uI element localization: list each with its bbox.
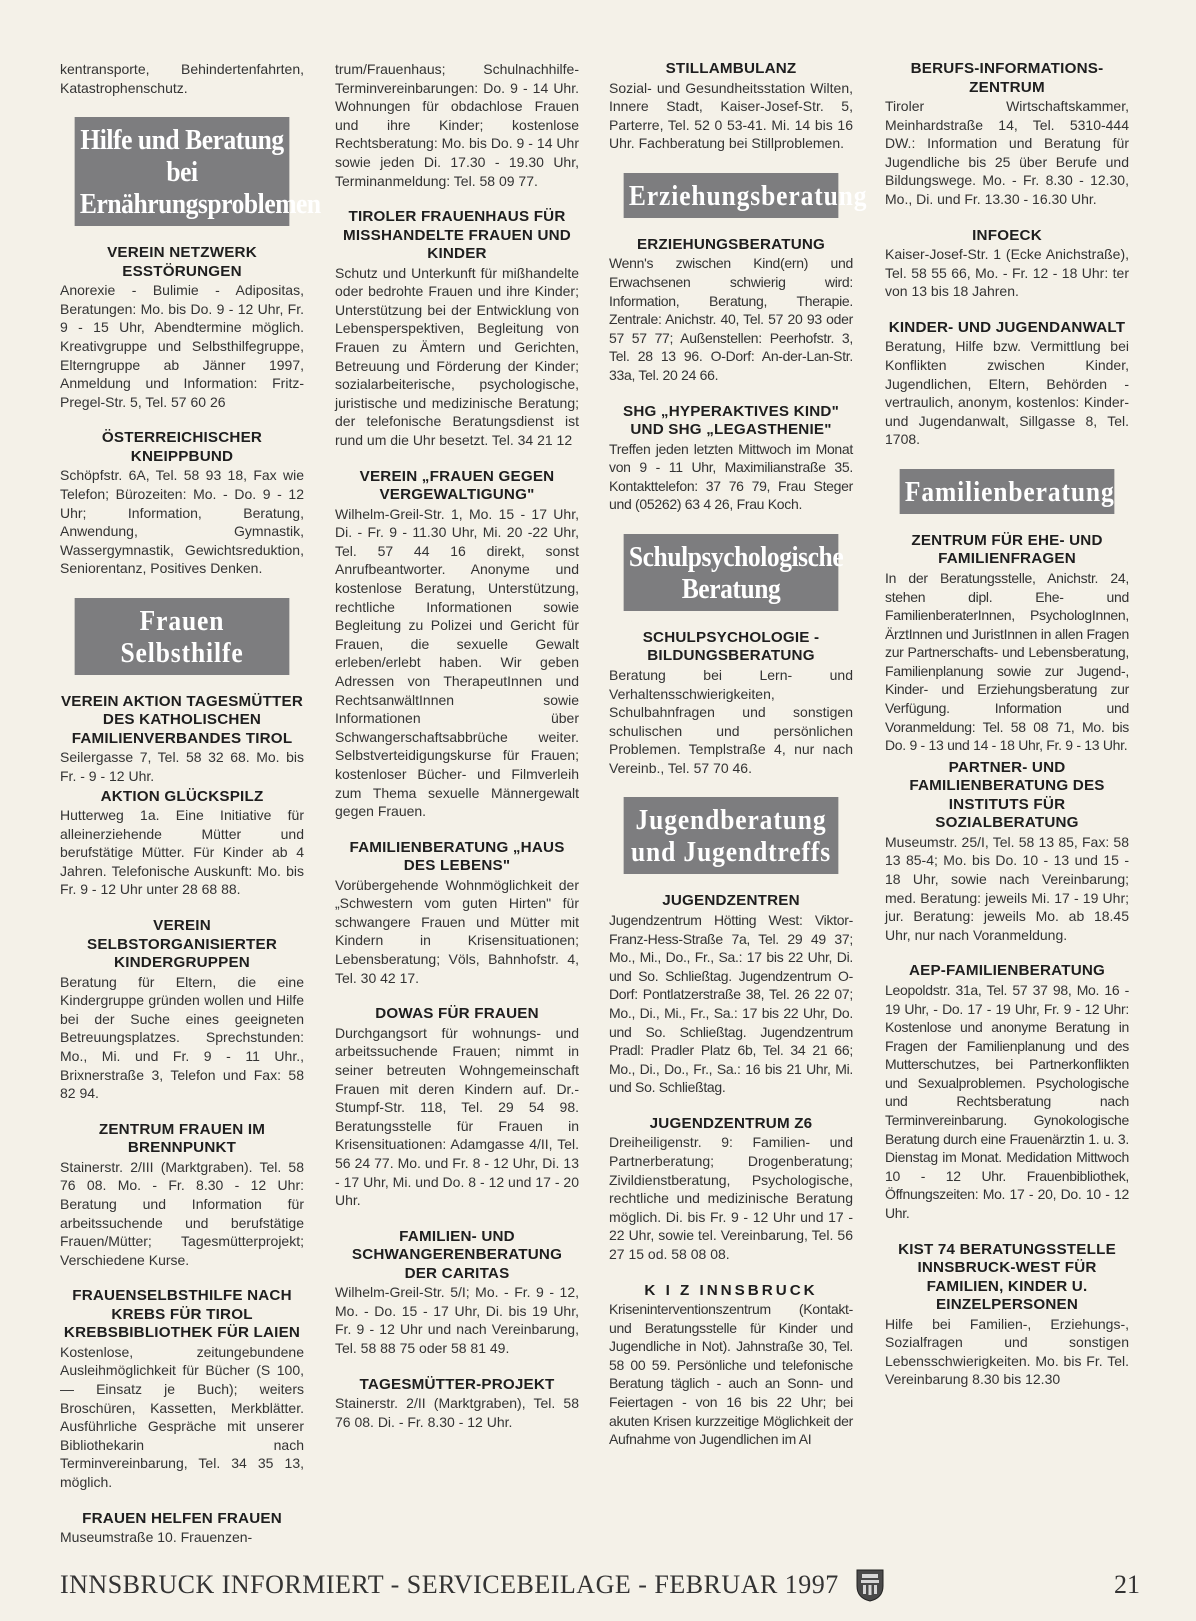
- entry-text: Jugendzentrum Hötting West: Viktor-Franz-Hess-Straße 7a, Tel. 29 49 37; Mo., Mi., Do., Fr., Sa.: 17 bis 22 Uhr, Di. und So. Schließtag. Jugendzentrum O-Dorf: Pontlatzerstraße 38, Tel. 26 22 07; Mo., Di., Mi., Fr., Sa.: 17 bis 22 Uhr, Do. und So. Schließtag. Jugendzentrum Pradl: Pradler Platz 6b, Tel. 34 21 66; Mo., Di., Do., Fr., Sa.: 16 bis 21 Uhr, Mi. und So. Schließtag.: [609, 911, 853, 1096]
- entry-text: Dreiheiligenstr. 9: Familien- und Partnerberatung; Drogenberatung; Zivildienstberatung, Psychologische, rechtliche und medizinische Beratung möglich. Di. bis Fr. 9 - 12 Uhr und 17 - 22 Uhr, sowie tel. Vereinbarung, Tel. 56 27 15 od. 58 08 08.: [609, 1134, 853, 1262]
- entry-title: AKTION GLÜCKSPILZ: [100, 787, 264, 805]
- entry-frauenselbsthilfe-krebs: [60, 1287, 304, 1491]
- entry-text: Museumstraße 10. Frauenzen-: [60, 1529, 253, 1546]
- entry-continuation: [335, 60, 579, 190]
- entry-text: Beratung für Eltern, die eine Kindergruppe gründen wollen und Hilfe bei der Suche eines geeigneten Betreuungsplatzes. Sprechstunden: Mo., Mi. und Fr. 9 - 11 Uhr., Brixnerstraße 3, Telefon und Fax: 58 82 94.: [60, 973, 304, 1102]
- entry-title: AEP-FAMILIENBERATUNG: [908, 962, 1106, 980]
- entry-text: Treffen jeden letzten Mittwoch im Monat von 9 - 11 Uhr, Maximilianstraße 35. Kontakttelefon: 37 76 79, Frau Steger und (05262) 63 4 26, Frau Koch.: [609, 440, 853, 513]
- entry-title: K I Z INNSBRUCK: [644, 1281, 818, 1299]
- column-2: [335, 60, 579, 1449]
- entry-title: BERUFS-INFORMATIONS-ZENTRUM: [910, 60, 1104, 96]
- entry-title: TAGESMÜTTER-PROJEKT: [359, 1375, 555, 1393]
- entry-title: ERZIEHUNGSBERATUNG: [636, 235, 826, 253]
- column-1: [60, 60, 321, 1565]
- section-banner-jugendberatung: Jugendberatung und Jugendtreffs: [624, 797, 839, 874]
- entry-text: Wilhelm-Greil-Str. 5/I; Mo. - Fr. 9 - 12, Mo. - Do. 15 - 17 Uhr, Di. bis 19 Uhr, Fr. 9 - 12 Uhr und nach Vereinbarung, Tel. 58 88 75 oder 58 81 49.: [335, 1284, 579, 1356]
- entry-erziehungsberatung: [609, 236, 853, 385]
- page-footer: [60, 1570, 1140, 1610]
- entry-text: Kostenlose, zeitungebundene Ausleihmöglichkeit für Bücher (S 100,— Einsatz je Buch); weiters Broschüren, Kassetten, Merkblätter. Ausführliche Gespräche mit unserer Bibliothekarin nach Terminvereinbarung, Tel. 34 35 13, möglich.: [60, 1343, 304, 1490]
- entry-text: Wilhelm-Greil-Str. 1, Mo. 15 - 17 Uhr, Di. - Fr. 9 - 11.30 Uhr, Mi. 20 -22 Uhr, Tel. 57 44 16 direkt, sonst Anrufbeantworter. Anonyme und kostenlose Beratung, Unterstützung, rechtliche Informationen sowie Begleitung zu Polizei und Gericht für Frauen, die sexuelle Gewalt erleben/erlebt haben. Wir geben Adressen von TherapeutInnen und RechtsanwältInnen sowie Informationen über Schwangerschaftsabbrüche weiter. Selbstverteidigungskurse für Frauen; kostenloser Bücher- und Filmverleih zum Thema sexuelle Männergewalt gegen Frauen.: [335, 505, 579, 820]
- entry-infoeck: [885, 227, 1129, 301]
- entry-tiroler-frauenhaus: [335, 208, 579, 449]
- entry-title: SHG „HYPERAKTIVES KIND" UND SHG „LEGASTHENIE": [622, 402, 840, 439]
- entry-aep-familienberatung: [885, 962, 1129, 1222]
- entry-tagesmuetter: [60, 693, 304, 786]
- section-banner-frauen-selbsthilfe: Frauen Selbsthilfe: [75, 598, 290, 675]
- footer-title: INNSBRUCK INFORMIERT - SERVICEBEILAGE - FEBRUAR 1997: [60, 1570, 839, 1599]
- section-banner-erziehungsberatung: Erziehungsberatung: [624, 173, 839, 218]
- entry-text: trum/Frauenhaus; Schulnachhilfe-Terminvereinbarungen: Do. 9 - 14 Uhr. Wohnungen für obdachlose Frauen und ihre Kinder; kostenlose Rechtsberatung: Mo. bis Do. 9 - 14 Uhr sowie jeden Di. 17.30 - 19.30 Uhr, Terminanmeldung: Tel. 58 09 77.: [335, 61, 579, 189]
- entry-jugendzentrum-z6: [609, 1115, 853, 1264]
- entry-text: Hilfe bei Familien-, Erziehungs-, Sozialfragen und sonstigen Lebensschwierigkeiten. Mo. bis Fr. Tel. Vereinbarung 8.30 bis 12.30: [885, 1315, 1129, 1388]
- entry-text: Beratung, Hilfe bzw. Vermittlung bei Konflikten zwischen Kinder, Jugendlichen, Eltern, Behörden - vertraulich, anonym, kostenlos: Kinder- und Jugendanwalt, Sillgasse 8, Tel. 1708.: [885, 338, 1129, 448]
- entry-text: Kriseninterventionszentrum (Kontakt- und Beratungsstelle für Kinder und Jugendliche in Not). Jahnstraße 30, Tel. 58 00 59. Persönliche und telefonische Beratung täglich - auch an Sonn- und Feiertagen - von 16 bis 22 Uhr; bei akuten Krisen kurzzeitige Möglichkeit der Aufnahme von Jugendlichen im AI: [609, 1301, 853, 1448]
- entry-kneippbund: [60, 429, 304, 578]
- entry-ehe-familienfragen: [885, 532, 1129, 755]
- entry-title: INFOECK: [972, 226, 1042, 244]
- entry-text: Sozial- und Gesundheitsstation Wilten, Innere Stadt, Kaiser-Josef-Str. 5, Parterre, Tel. 52 0 53-41. Mi. 14 bis 16 Uhr. Fachberatung bei Stillproblemen.: [609, 79, 853, 152]
- entry-title: ZENTRUM FRAUEN IM BRENNPUNKT: [98, 1120, 266, 1157]
- entry-kist-74: [885, 1241, 1129, 1389]
- entry-text: Anorexie - Bulimie - Adipositas, Beratungen: Mo. bis Do. 9 - 12 Uhr, Fr. 9 - 15 Uhr, Abendtermine möglich. Kreativgruppe und Selbsthilfegruppe, Elterngruppe ab Jänner 1997, Anmeldung und Information: Fritz-Pregel-Str. 5, Tel. 57 60 26: [60, 282, 304, 410]
- entry-kindergruppen: [60, 917, 304, 1103]
- entry-title: JUGENDZENTRUM Z6: [649, 1114, 813, 1132]
- entry-text: Seilergasse 7, Tel. 58 32 68. Mo. bis Fr. - 9 - 12 Uhr.: [60, 749, 304, 784]
- entry-title: ZENTRUM FÜR EHE- UND FAMILIENFRAGEN: [911, 531, 1103, 568]
- column-4: [885, 60, 1129, 1407]
- entry-frauen-helfen-frauen: [60, 1510, 304, 1547]
- entry-text: Schutz und Unterkunft für mißhandelte oder bedrohte Frauen und ihre Kinder; Unterstützung bei der Entwicklung von Lebensperspektiven, Begleitung von Frauen zu Ämtern und Gerichten, Betreuung und Förderung der Kinder; sozialarbeiterische, psychologische, juristische und medizinische Beratung; der telefonische Beratungsdienst ist rund um die Uhr besetzt. Tel. 34 21 12: [335, 264, 579, 448]
- entry-continuation: [60, 60, 304, 97]
- section-banner-familienberatung: Familienberatung: [900, 469, 1115, 514]
- column-3: [609, 60, 868, 1467]
- entry-title: ÖSTERREICHISCHER KNEIPPBUND: [101, 429, 263, 465]
- entry-berufs-informations-zentrum: [885, 60, 1129, 209]
- entry-title: FAMILIENBERATUNG „HAUS DES LEBENS": [349, 838, 565, 875]
- entry-text: Schöpfstr. 6A, Tel. 58 93 18, Fax wie Telefon; Bürozeiten: Mo. - Do. 9 - 12 Uhr; Information, Beratung, Anwendung, Gymnastik, Wassergymnastik, Gewichtsreduktion, Seniorentanz, Positives Denken.: [60, 467, 304, 577]
- entry-kinder-jugendanwalt: [885, 319, 1129, 449]
- entry-title: JUGENDZENTREN: [662, 892, 800, 910]
- entry-frauen-gegen-vergewaltigung: [335, 468, 579, 821]
- entry-caritas-beratung: [335, 1228, 579, 1358]
- section-banner-ernaehrung: Hilfe und Beratung bei Ernährungsproblemen: [75, 117, 290, 226]
- entry-text: Hutterweg 1a. Eine Initiative für alleinerziehende Mütter und berufstätige Mütter. Für Kinder ab 4 Jahren. Telefonische Auskunft: Mo. bis Fr. 9 - 12 Uhr unter 28 68 88.: [60, 807, 304, 898]
- entry-shg-hyperaktives-kind: [609, 403, 853, 514]
- entry-title: FAMILIEN- UND SCHWANGERENBERATUNG DER CARITAS: [351, 1227, 563, 1282]
- entry-text: In der Beratungsstelle, Anichstr. 24, stehen dipl. Ehe- und FamilienberaterInnen, PsychologInnen, ÄrztInnen und JuristInnen in allen Fragen zur Partnerschafts- und Lebensberatung, Familienplanung sowie zur Jugend-, Kinder- und Erziehungsberatung zur Verfügung. Information und Voranmeldung: Tel. 58 08 71, Mo. bis Do. 9 - 13 und 14 - 18 Uhr, Fr. 9 - 13 Uhr.: [885, 569, 1129, 754]
- entry-schulpsychologie: [609, 629, 853, 778]
- entry-text: Leopoldstr. 31a, Tel. 57 37 98, Mo. 16 - 19 Uhr, - Do. 17 - 19 Uhr, Fr. 9 - 12 Uhr: Kostenlose und anonyme Beratung in Fragen der Familienplanung und des Mutterschutzes, bei Partnerkonflikten und Sexualproblemen. Psychologische und Rechtsberatung nach Terminvereinbarung. Gynokologische Beratung durch eine Frauenärztin 1. u. 3. Dienstag im Monat. Medidation Mittwoch 10 - 12 Uhr. Frauenbibliothek, Öffnungszeiten: Mo. 17 - 20, Do. 10 - 12 Uhr.: [885, 981, 1129, 1222]
- entry-title: STILLAMBULANZ: [665, 60, 797, 77]
- entry-dowas-fuer-frauen: [335, 1005, 579, 1209]
- section-banner-schulpsychologie: Schulpsychologische Beratung: [624, 534, 839, 611]
- entry-text: Beratung bei Lern- und Verhaltensschwierigkeiten, Schulbahnfragen und sonstigen schulischen und persönlichen Problemen. Templstraße 4, nur nach Vereinb., Tel. 57 70 46.: [609, 666, 853, 776]
- entry-jugendzentren: [609, 892, 853, 1096]
- entry-text: Vorübergehende Wohnmöglichkeit der „Schwestern vom guten Hirten" für schwangere Frauen und Mütter mit Kindern in Krisensituationen; Lebensberatung; Völs, Bahnhofstr. 4, Tel. 30 42 17.: [335, 876, 579, 986]
- page-number: 21: [1114, 1570, 1140, 1599]
- entry-text: Stainerstr. 2/II (Marktgraben), Tel. 58 76 08. Di. - Fr. 8.30 - 12 Uhr.: [335, 1395, 579, 1430]
- entry-haus-des-lebens: [335, 839, 579, 988]
- entry-title: VEREIN „FRAUEN GEGEN VERGEWALTIGUNG": [359, 467, 555, 504]
- entry-text: Kaiser-Josef-Str. 1 (Ecke Anichstraße), Tel. 58 55 66, Mo. - Fr. 12 - 18 Uhr: ter von 13 bis 18 Jahren.: [885, 246, 1129, 300]
- entry-kiz-innsbruck: [609, 1282, 853, 1449]
- entry-text: Tiroler Wirtschaftskammer, Meinhardstraße 14, Tel. 5310-444 DW.: Information und Beratung für Jugendliche bis 25 über Berufe und Bildungswege. Mo. - Fr. 8.30 - 12.30, Mo., Di. und Fr. 13.30 - 16.30 Uhr.: [885, 98, 1129, 207]
- entry-title: KIST 74 BERATUNGSSTELLE INNSBRUCK-WEST FÜR FAMILIEN, KINDER U. EINZELPERSONEN: [898, 1240, 1116, 1314]
- innsbruck-crest-icon: [855, 1568, 885, 1602]
- entry-title: VEREIN NETZWERK ESSTÖRUNGEN: [107, 244, 257, 280]
- entry-title: VEREIN SELBSTORGANISIERTER KINDERGRUPPEN: [86, 917, 277, 972]
- entry-tagesmuetter-projekt: [335, 1376, 579, 1432]
- entry-gluecksspilz: [60, 788, 304, 899]
- entry-title: DOWAS FÜR FRAUEN: [375, 1005, 539, 1023]
- entry-netzwerk-essstoerungen: [60, 244, 304, 411]
- entry-text: Wenn's zwischen Kind(ern) und Erwachsenen schwierig wird: Information, Beratung, Therapie. Zentrale: Anichstr. 40, Tel. 57 20 93 oder 57 57 77; Außenstellen: Peerhofstr. 3, Tel. 28 13 96. O-Dorf: An-der-Lan-Str. 33a, Tel. 20 24 66.: [609, 255, 853, 383]
- entry-text: Durchgangsort für wohnungs- und arbeitssuchende Frauen; nimmt in seiner betreuten Wohngemeinschaft Frauen mit deren Kindern auf. Dr.-Stumpf-Str. 118, Tel. 29 54 98. Beratungsstelle für Frauen in Krisensituationen: Adamgasse 4/II, Tel. 56 24 77. Mo. und Fr. 8 - 12 Uhr, Di. 13 - 17 Uhr, Mi. und Do. 8 - 12 und 17 - 20 Uhr.: [335, 1024, 579, 1209]
- entry-title: PARTNER- UND FAMILIENBERATUNG DES INSTITUTS FÜR SOZIALBERATUNG: [909, 758, 1105, 832]
- entry-title: FRAUENSELBSTHILFE NACH KREBS FÜR TIROL KREBSBIBLIOTHEK FÜR LAIEN: [63, 1287, 301, 1342]
- entry-title: FRAUEN HELFEN FRAUEN: [82, 1509, 282, 1527]
- entry-title: SCHULPSYCHOLOGIE - BILDUNGSBERATUNG: [642, 628, 820, 665]
- entry-text: Museumstr. 25/I, Tel. 58 13 85, Fax: 58 13 85-4; Mo. bis Do. 10 - 13 und 15 - 18 Uhr, sowie nach Vereinbarung; med. Beratung: jeweils Mi. 17 - 19 Uhr; jur. Beratung: jeweils Mo. ab 18.45 Uhr, nur nach Voranmeldung.: [885, 833, 1129, 943]
- entry-text: Stainerstr. 2/III (Marktgraben). Tel. 58 76 08. Mo. - Fr. 8.30 - 12 Uhr: Beratung und Information für arbeitssuchende und berufstätige Frauen/Mütter; Tagesmütterprojekt; Verschiedene Kurse.: [60, 1158, 304, 1268]
- entry-title: KINDER- UND JUGENDANWALT: [888, 318, 1126, 336]
- entry-frauen-im-brennpunkt: [60, 1121, 304, 1270]
- entry-stillambulanz: [609, 60, 853, 153]
- entry-text: kentransporte, Behindertenfahrten, Katastrophenschutz.: [60, 61, 304, 96]
- entry-institut-sozialberatung: [885, 759, 1129, 945]
- entry-title: VEREIN AKTION TAGESMÜTTER DES KATHOLISCHEN FAMILIENVERBANDES TIROL: [60, 692, 304, 747]
- entry-title: TIROLER FRAUENHAUS FÜR MISSHANDELTE FRAUEN UND KINDER: [343, 208, 571, 263]
